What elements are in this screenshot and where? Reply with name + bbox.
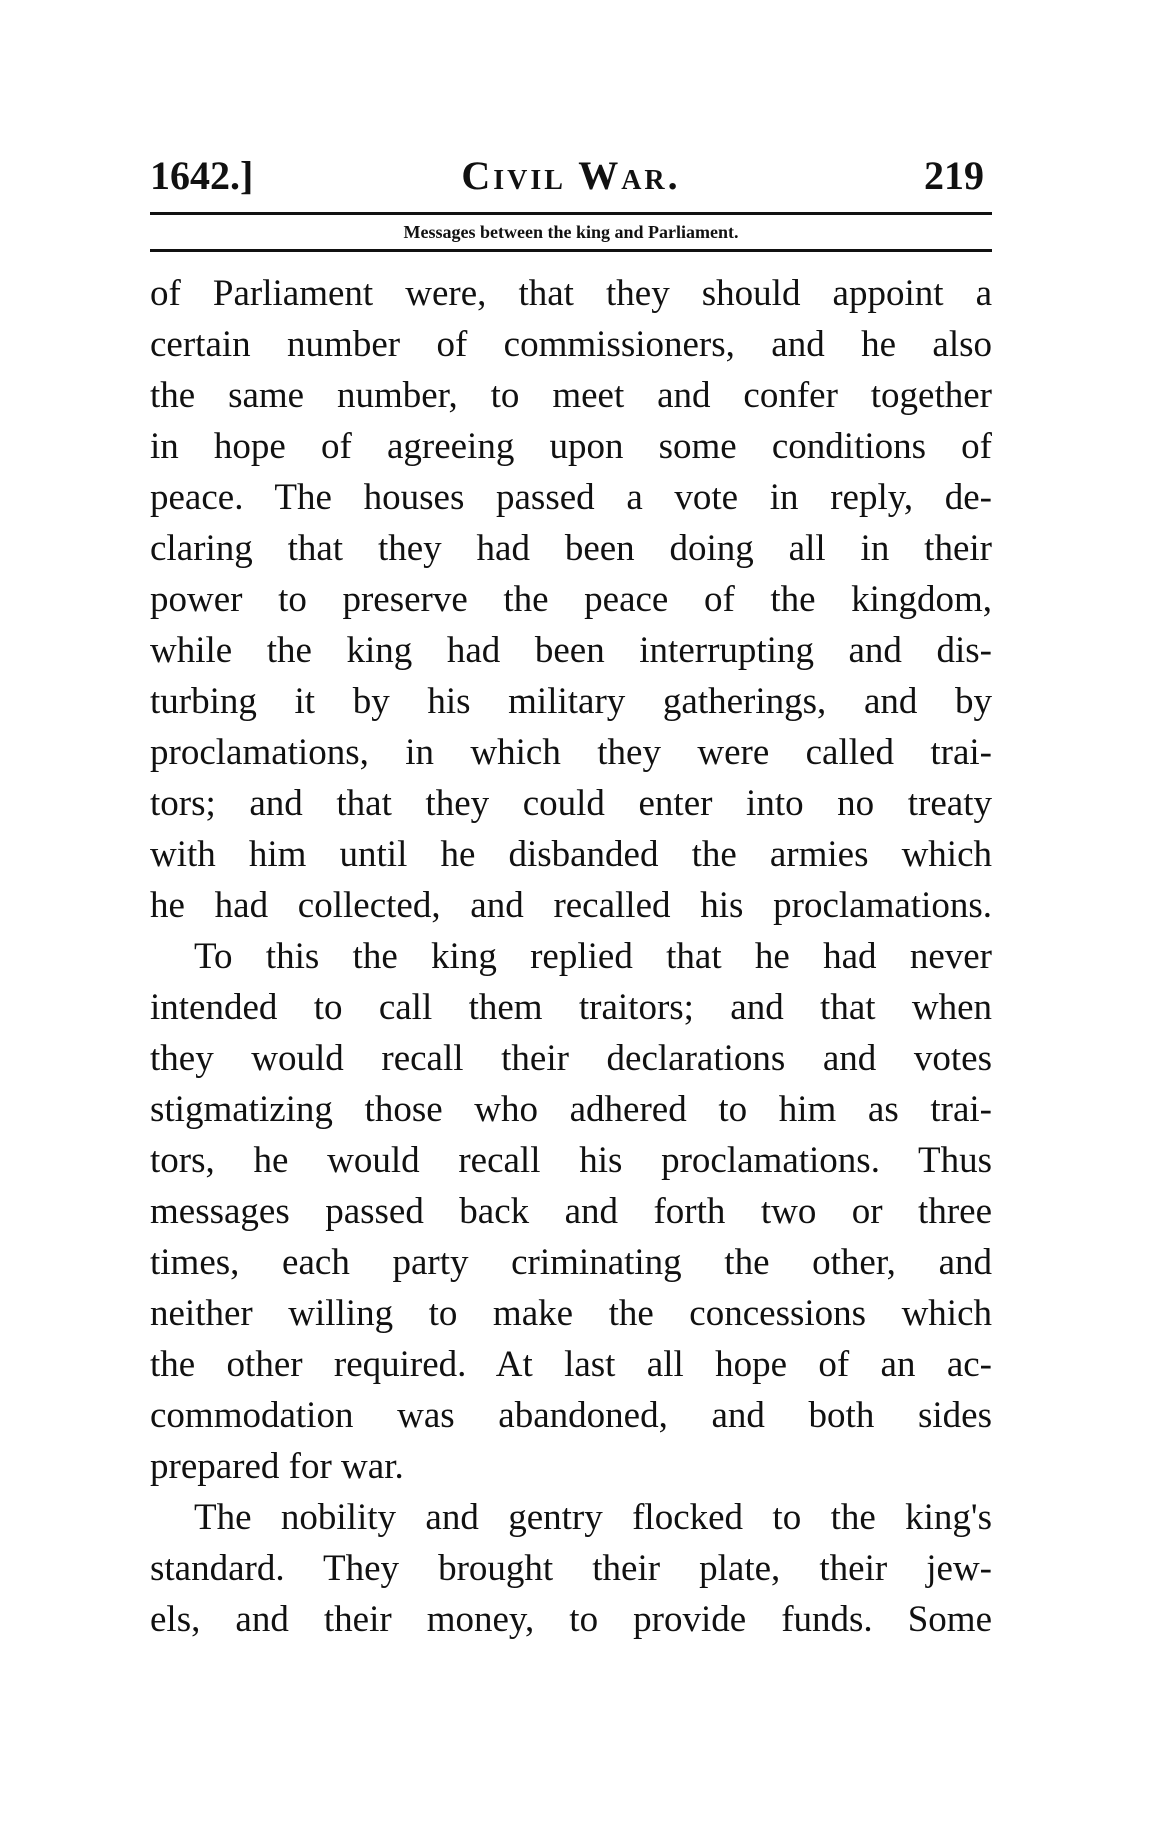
text-line: while the king had been interrupting and dis-	[150, 630, 992, 671]
text-line: power to preserve the peace of the kingdom,	[150, 579, 992, 620]
text-line: times, each party criminating the other, and	[150, 1242, 992, 1283]
header-rule-bottom	[150, 249, 992, 252]
paragraph-3	[150, 1492, 992, 1645]
text-line: tors, he would recall his proclamations. Thus	[150, 1140, 992, 1181]
section-subtitle: Messages between the king and Parliament.	[403, 222, 739, 242]
paragraph-2	[150, 931, 992, 1492]
header-year: 1642.]	[150, 153, 254, 198]
text-line: they would recall their declarations and votes	[150, 1038, 992, 1079]
text-line: The nobility and gentry flocked to the king's	[194, 1497, 992, 1538]
header-title: Civil War.	[461, 153, 681, 198]
running-head	[150, 148, 992, 204]
text-line: with him until he disbanded the armies which	[150, 834, 992, 875]
book-page	[150, 148, 992, 1645]
text-line: peace. The houses passed a vote in reply, de-	[150, 477, 992, 518]
text-line: certain number of commissioners, and he also	[150, 324, 992, 365]
text-line: prepared for war.	[150, 1446, 404, 1487]
text-line: intended to call them traitors; and that when	[150, 987, 992, 1028]
text-line: he had collected, and recalled his proclamations.	[150, 885, 992, 926]
page-number: 219	[924, 153, 984, 198]
body-text	[150, 268, 992, 1645]
text-line: To this the king replied that he had never	[194, 936, 992, 977]
text-line: neither willing to make the concessions which	[150, 1293, 992, 1334]
text-line: proclamations, in which they were called trai-	[150, 732, 992, 773]
text-line: stigmatizing those who adhered to him as trai-	[150, 1089, 992, 1130]
text-line: els, and their money, to provide funds. Some	[150, 1599, 992, 1640]
text-line: the other required. At last all hope of an ac-	[150, 1344, 992, 1385]
text-line: tors; and that they could enter into no treaty	[150, 783, 992, 824]
text-line: claring that they had been doing all in their	[150, 528, 992, 569]
text-line: messages passed back and forth two or three	[150, 1191, 992, 1232]
text-line: in hope of agreeing upon some conditions of	[150, 426, 992, 467]
text-line: the same number, to meet and confer together	[150, 375, 992, 416]
paragraph-1	[150, 268, 992, 931]
text-line: turbing it by his military gatherings, and by	[150, 681, 992, 722]
text-line: of Parliament were, that they should appoint a	[150, 273, 992, 314]
text-line: standard. They brought their plate, their jew-	[150, 1548, 992, 1589]
text-line: commodation was abandoned, and both sides	[150, 1395, 992, 1436]
